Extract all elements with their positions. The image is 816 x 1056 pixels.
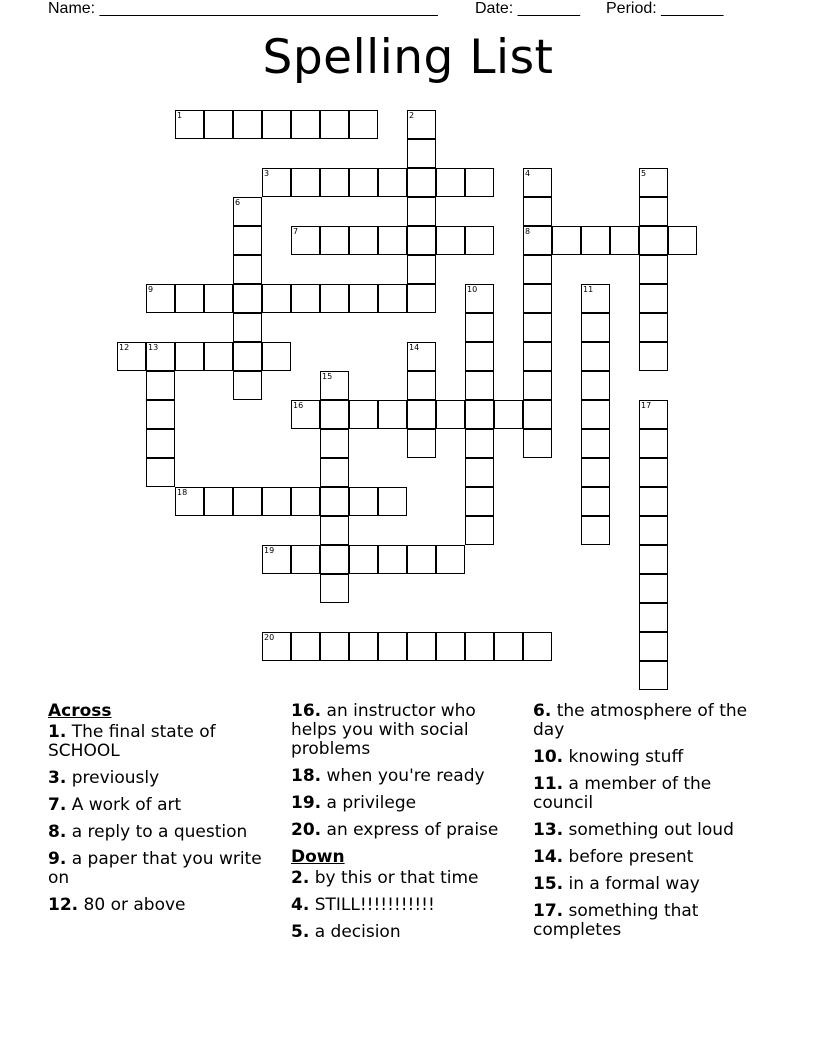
crossword-cell[interactable]	[320, 226, 349, 255]
clue-down-5: 5. a decision	[291, 922, 401, 942]
crossword-cell[interactable]	[639, 487, 668, 516]
cell-number: 19	[264, 546, 275, 555]
crossword-cell[interactable]	[320, 284, 349, 313]
clue-across-3: 3. previously	[48, 768, 160, 788]
crossword-cell[interactable]	[291, 632, 320, 661]
crossword-cell[interactable]	[465, 284, 494, 313]
crossword-cell[interactable]	[523, 632, 552, 661]
crossword-cell[interactable]	[378, 284, 407, 313]
crossword-cell[interactable]	[581, 400, 610, 429]
crossword-cell[interactable]	[407, 545, 436, 574]
cell-number: 18	[177, 488, 188, 497]
crossword-cell[interactable]	[291, 545, 320, 574]
crossword-cell[interactable]	[349, 168, 378, 197]
crossword-cell[interactable]	[465, 458, 494, 487]
crossword-cell[interactable]	[639, 197, 668, 226]
crossword-cell[interactable]	[291, 226, 320, 255]
clue-across-18: 18. when you're ready	[291, 766, 485, 786]
crossword-cell[interactable]	[465, 226, 494, 255]
crossword-cell[interactable]	[639, 603, 668, 632]
crossword-cell[interactable]	[320, 110, 349, 139]
crossword-cell[interactable]	[349, 110, 378, 139]
crossword-cell[interactable]	[146, 429, 175, 458]
crossword-cell[interactable]	[320, 487, 349, 516]
crossword-cell[interactable]	[465, 632, 494, 661]
crossword-cell[interactable]	[262, 487, 291, 516]
crossword-cell[interactable]	[436, 400, 465, 429]
crossword-cell[interactable]	[407, 226, 436, 255]
crossword-cell[interactable]	[262, 168, 291, 197]
crossword-cell[interactable]	[523, 255, 552, 284]
cell-number: 20	[264, 633, 275, 642]
crossword-cell[interactable]	[523, 371, 552, 400]
clue-down-17: 17. something that completes	[533, 901, 699, 940]
cell-number: 16	[293, 401, 304, 410]
crossword-cell[interactable]	[523, 284, 552, 313]
crossword-cell[interactable]	[146, 400, 175, 429]
crossword-cell[interactable]	[581, 313, 610, 342]
clue-across-9: 9. a paper that you write on	[48, 849, 262, 888]
crossword-cell[interactable]	[291, 110, 320, 139]
crossword-cell[interactable]	[465, 371, 494, 400]
crossword-cell[interactable]	[465, 400, 494, 429]
crossword-cell[interactable]	[320, 574, 349, 603]
crossword-cell[interactable]	[407, 400, 436, 429]
crossword-cell[interactable]	[494, 632, 523, 661]
crossword-cell[interactable]	[378, 400, 407, 429]
across-column-1	[48, 702, 278, 923]
clue-down-10: 10. knowing stuff	[533, 747, 684, 767]
crossword-cell[interactable]	[610, 226, 639, 255]
crossword-cell[interactable]	[523, 197, 552, 226]
crossword-cell[interactable]	[175, 342, 204, 371]
cell-number: 4	[525, 169, 531, 178]
crossword-cell[interactable]	[320, 632, 349, 661]
crossword-cell[interactable]	[639, 400, 668, 429]
crossword-cell[interactable]	[117, 342, 146, 371]
crossword-cell[interactable]	[233, 313, 262, 342]
period-field-label: Period: _______	[606, 0, 724, 17]
crossword-cell[interactable]	[378, 632, 407, 661]
crossword-cell[interactable]	[175, 487, 204, 516]
crossword-cell[interactable]	[146, 458, 175, 487]
crossword-cell[interactable]	[668, 226, 697, 255]
name-field-label: Name: ______________________________________	[48, 0, 438, 17]
clue-across-16: 16. an instructor who helps you with social problems	[291, 701, 476, 759]
crossword-cell[interactable]	[233, 255, 262, 284]
cell-number: 13	[148, 343, 159, 352]
across-down-column-2	[291, 702, 523, 950]
crossword-cell[interactable]	[639, 516, 668, 545]
crossword-cell[interactable]	[378, 168, 407, 197]
crossword-cell[interactable]	[291, 400, 320, 429]
crossword-cell[interactable]	[204, 284, 233, 313]
crossword-cell[interactable]	[233, 371, 262, 400]
crossword-cell[interactable]	[233, 487, 262, 516]
clue-across-1: 1. The final state of SCHOOL	[48, 722, 216, 761]
crossword-cell[interactable]	[175, 284, 204, 313]
crossword-cell[interactable]	[639, 458, 668, 487]
crossword-cell[interactable]	[581, 226, 610, 255]
crossword-cell[interactable]	[204, 342, 233, 371]
crossword-cell[interactable]	[233, 226, 262, 255]
crossword-cell[interactable]	[349, 284, 378, 313]
crossword-cell[interactable]	[233, 284, 262, 313]
crossword-cell[interactable]	[175, 110, 204, 139]
crossword-cell[interactable]	[581, 284, 610, 313]
crossword-cell[interactable]	[262, 632, 291, 661]
cell-number: 8	[525, 227, 531, 236]
clue-across-19: 19. a privilege	[291, 793, 417, 813]
cell-number: 2	[409, 111, 415, 120]
crossword-cell[interactable]	[436, 226, 465, 255]
crossword-cell[interactable]	[349, 487, 378, 516]
crossword-cell[interactable]	[494, 400, 523, 429]
crossword-cell[interactable]	[233, 197, 262, 226]
page-title: Spelling List	[262, 30, 554, 85]
crossword-cell[interactable]	[465, 342, 494, 371]
crossword-cell[interactable]	[581, 371, 610, 400]
crossword-cell[interactable]	[407, 632, 436, 661]
crossword-cell[interactable]	[639, 226, 668, 255]
cell-number: 11	[583, 285, 594, 294]
crossword-cell[interactable]	[523, 313, 552, 342]
crossword-cell[interactable]	[349, 226, 378, 255]
crossword-cell[interactable]	[378, 226, 407, 255]
crossword-cell[interactable]	[639, 632, 668, 661]
crossword-cell[interactable]	[639, 342, 668, 371]
crossword-cell[interactable]	[465, 168, 494, 197]
crossword-cell[interactable]	[262, 342, 291, 371]
across-heading: Across	[48, 701, 112, 721]
cell-number: 5	[641, 169, 647, 178]
clue-down-2: 2. by this or that time	[291, 868, 479, 888]
crossword-cell[interactable]	[407, 342, 436, 371]
clue-across-7: 7. A work of art	[48, 795, 182, 815]
crossword-cell[interactable]	[523, 429, 552, 458]
down-heading: Down	[291, 847, 345, 867]
crossword-cell[interactable]	[204, 487, 233, 516]
crossword-cell[interactable]	[233, 342, 262, 371]
cell-number: 6	[235, 198, 241, 207]
crossword-cell[interactable]	[639, 661, 668, 690]
crossword-cell[interactable]	[204, 110, 233, 139]
crossword-cell[interactable]	[436, 632, 465, 661]
crossword-cell[interactable]	[639, 255, 668, 284]
crossword-cell[interactable]	[523, 226, 552, 255]
crossword-cell[interactable]	[523, 342, 552, 371]
crossword-cell[interactable]	[639, 429, 668, 458]
clue-across-8: 8. a reply to a question	[48, 822, 248, 842]
crossword-cell[interactable]	[436, 168, 465, 197]
cell-number: 17	[641, 401, 652, 410]
crossword-cell[interactable]	[581, 429, 610, 458]
clue-across-20: 20. an express of praise	[291, 820, 499, 840]
crossword-cell[interactable]	[146, 284, 175, 313]
crossword-cell[interactable]	[146, 342, 175, 371]
crossword-cell[interactable]	[320, 400, 349, 429]
crossword-cell[interactable]	[262, 545, 291, 574]
crossword-cell[interactable]	[523, 168, 552, 197]
crossword-cell[interactable]	[407, 197, 436, 226]
crossword-cell[interactable]	[320, 168, 349, 197]
crossword-cell[interactable]	[320, 371, 349, 400]
crossword-cell[interactable]	[639, 574, 668, 603]
crossword-cell[interactable]	[581, 342, 610, 371]
crossword-cell[interactable]	[320, 429, 349, 458]
crossword-cell[interactable]	[581, 487, 610, 516]
down-column-3	[533, 702, 773, 948]
crossword-cell[interactable]	[407, 139, 436, 168]
date-field-label: Date: _______	[475, 0, 580, 17]
clue-across-12: 12. 80 or above	[48, 895, 186, 915]
crossword-cell[interactable]	[349, 632, 378, 661]
crossword-cell[interactable]	[320, 545, 349, 574]
clue-down-11: 11. a member of the council	[533, 774, 712, 813]
crossword-cell[interactable]	[378, 545, 407, 574]
crossword-cell[interactable]	[465, 429, 494, 458]
crossword-cell[interactable]	[378, 487, 407, 516]
crossword-cell[interactable]	[291, 168, 320, 197]
crossword-cell[interactable]	[465, 313, 494, 342]
clue-down-14: 14. before present	[533, 847, 694, 867]
crossword-cell[interactable]	[436, 545, 465, 574]
crossword-cell[interactable]	[552, 226, 581, 255]
crossword-cell[interactable]	[291, 284, 320, 313]
crossword-cell[interactable]	[262, 110, 291, 139]
crossword-cell[interactable]	[465, 487, 494, 516]
crossword-cell[interactable]	[407, 371, 436, 400]
crossword-cell[interactable]	[407, 255, 436, 284]
clue-down-4: 4. STILL!!!!!!!!!!!	[291, 895, 435, 915]
crossword-cell[interactable]	[581, 516, 610, 545]
crossword-cell[interactable]	[349, 400, 378, 429]
clue-down-15: 15. in a formal way	[533, 874, 700, 894]
crossword-cell[interactable]	[465, 516, 494, 545]
crossword-cell[interactable]	[407, 429, 436, 458]
cell-number: 9	[148, 285, 154, 294]
clue-down-6: 6. the atmosphere of the day	[533, 701, 748, 740]
crossword-cell[interactable]	[523, 400, 552, 429]
cell-number: 3	[264, 169, 270, 178]
crossword-cell[interactable]	[639, 284, 668, 313]
crossword-cell[interactable]	[320, 458, 349, 487]
crossword-cell[interactable]	[407, 110, 436, 139]
crossword-cell[interactable]	[639, 545, 668, 574]
crossword-cell[interactable]	[581, 458, 610, 487]
crossword-cell[interactable]	[639, 168, 668, 197]
cell-number: 7	[293, 227, 299, 236]
cell-number: 12	[119, 343, 130, 352]
crossword-cell[interactable]	[407, 168, 436, 197]
crossword-cell[interactable]	[639, 313, 668, 342]
cell-number: 10	[467, 285, 478, 294]
crossword-cell[interactable]	[233, 110, 262, 139]
crossword-cell[interactable]	[291, 487, 320, 516]
cell-number: 14	[409, 343, 420, 352]
crossword-cell[interactable]	[407, 284, 436, 313]
cell-number: 1	[177, 111, 183, 120]
crossword-cell[interactable]	[146, 371, 175, 400]
crossword-cell[interactable]	[262, 284, 291, 313]
crossword-cell[interactable]	[349, 545, 378, 574]
crossword-cell[interactable]	[320, 516, 349, 545]
cell-number: 15	[322, 372, 333, 381]
clue-down-13: 13. something out loud	[533, 820, 734, 840]
